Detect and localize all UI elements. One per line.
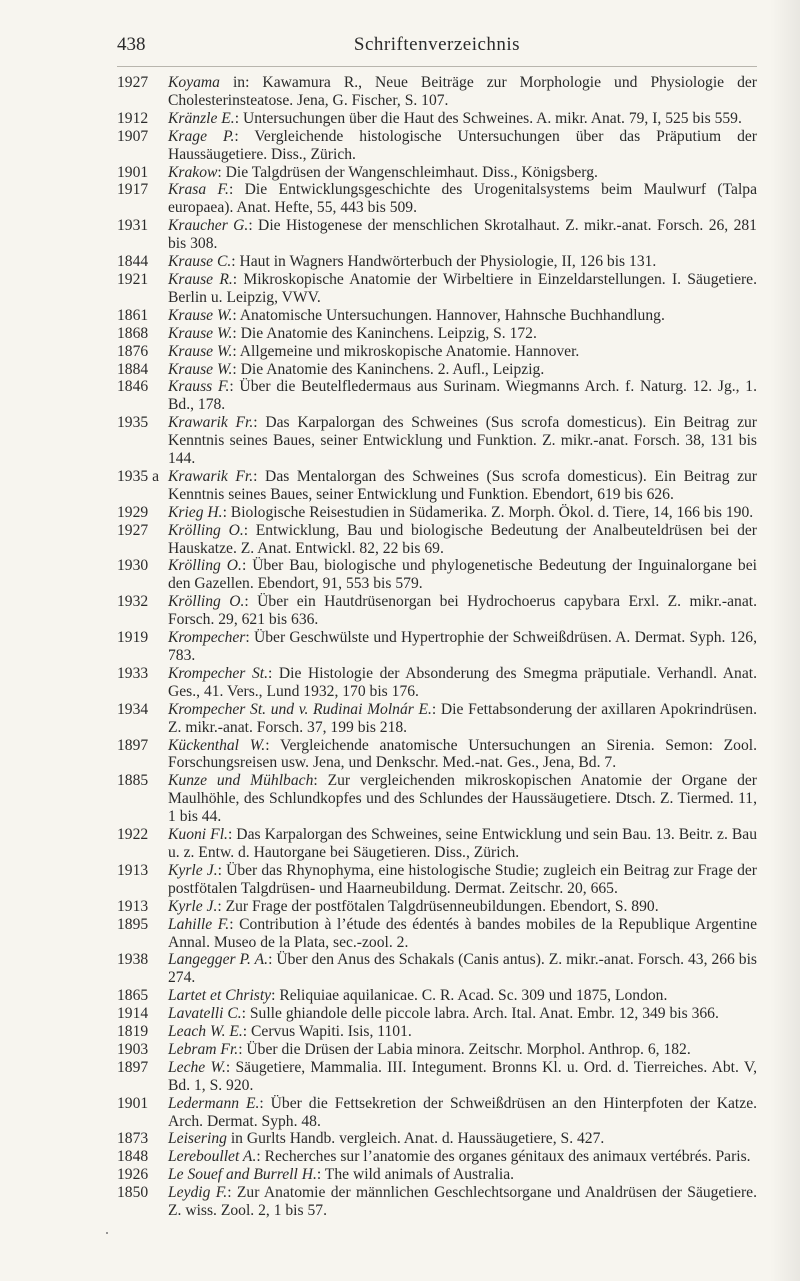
bibliography-entry: [117, 343, 757, 361]
entry-author: Krause R.: [168, 270, 233, 288]
bibliography-entry: [117, 1184, 757, 1220]
entry-author: Krompecher: [168, 629, 246, 647]
page-header: [117, 34, 757, 58]
entry-author: Kraucher G.: [168, 217, 249, 235]
entry-reference: : Über die Beutelfledermaus aus Surinam. Wiegmanns Arch. f. Naturg. 12. Jg., 1. Bd., 178.: [168, 378, 757, 414]
bibliography-entry: [117, 1148, 757, 1166]
bibliography-entry: [117, 951, 757, 987]
entry-author: Koyama: [168, 74, 220, 91]
bibliography-entry: [117, 128, 757, 164]
bibliography-entry: [117, 629, 757, 665]
entry-reference: : Über das Rhynophyma, eine histologische Studie; zugleich ein Beitrag zur Frage der postfötalen Talgdrüsen- und Haarneubildung. Dermat. Zeitschr. 20, 665.: [168, 861, 757, 897]
entry-reference: : Anatomische Untersuchungen. Hannover, Hahnsche Buchhandlung.: [232, 306, 665, 324]
entry-author: Krause W.: [168, 306, 233, 324]
entry-year: 1897: [117, 736, 149, 754]
bibliography-entry: [117, 987, 757, 1005]
entry-author: Kränzle E.: [168, 109, 235, 127]
bibliography-entry: [117, 737, 757, 773]
entry-author: Leydig F.: [168, 1184, 228, 1202]
bibliography-entry: [117, 701, 757, 737]
bibliography-entry: [117, 217, 757, 253]
entry-year: 1819: [117, 1023, 149, 1041]
entry-reference: : Zur vergleichenden mikroskopischen Anatomie der Organe der Maulhöhle, des Schlundkopfes und des Schlundes der Haussäugetiere. Dtsch. Z. Tiermed. 11, 1 bis 44.: [168, 772, 757, 826]
entry-reference: : Cervus Wapiti. Isis, 1101.: [242, 1023, 412, 1041]
entry-author: Lavatelli C.: [168, 1005, 242, 1023]
entry-author: Krause W.: [168, 324, 233, 342]
entry-reference: : Reliquiae aquilanicae. C. R. Acad. Sc. 309 und 1875, London.: [271, 987, 668, 1005]
entry-year: 1914: [117, 1005, 149, 1023]
entry-year: 1848: [117, 1148, 149, 1166]
print-speck: [106, 1232, 108, 1234]
entry-year: 1931: [117, 217, 149, 235]
entry-author: Krompecher St. und v. Rudinai Molnár E.: [168, 700, 432, 718]
entry-reference: : Das Mentalorgan des Schweines (Sus scrofa domesticus). Ein Beitrag zur Kenntnis seines Baues, seiner Entwicklung und Funktion. Ebendort, 619 bis 626.: [168, 467, 757, 503]
entry-year: 1917: [117, 181, 149, 199]
entry-author: Lereboullet A.: [168, 1148, 257, 1166]
entry-reference: : Biologische Reisestudien in Südamerika. Z. Morph. Ökol. d. Tiere, 14, 166 bis 190.: [222, 503, 754, 521]
entry-author: Krause C.: [168, 253, 232, 271]
entry-year: 1868: [117, 324, 149, 342]
entry-reference: : Die Talgdrüsen der Wangenschleimhaut. Diss., Königsberg.: [217, 163, 598, 181]
entry-reference: : Über Bau, biologische und phylogenetische Bedeutung der Inguinalorgane bei den Gazellen. Ebendort, 91, 553 bis 579.: [168, 557, 757, 593]
bibliography-entry: [117, 1041, 757, 1059]
entry-reference: : Entwicklung, Bau und biologische Bedeutung der Analbeuteldrüsen bei der Hauskatze. Z. Anat. Entwickl. 82, 22 bis 69.: [168, 521, 757, 557]
entry-year: 1885: [117, 772, 149, 790]
bibliography-entry: [117, 826, 757, 862]
entry-author: Krakow: [168, 163, 218, 181]
entry-year: 1901: [117, 1094, 149, 1112]
entry-year: 1861: [117, 306, 149, 324]
running-title: Schriftenverzeichnis: [353, 34, 521, 55]
bibliography-entry: [117, 916, 757, 952]
entry-author: Krauss F.: [168, 378, 230, 396]
entry-year: 1929: [117, 503, 149, 521]
entry-author: Krölling O.: [168, 521, 244, 539]
entry-reference: : Vergleichende anatomische Untersuchungen an Sirenia. Semon: Zool. Forschungsreisen usw. Jena, und Denkschr. Med.-nat. Ges., Jena, Bd. 7.: [168, 736, 757, 772]
entry-author: Krölling O.: [168, 557, 242, 575]
entry-reference: : Recherches sur l’anatomie des organes génitaux des animaux vertébrés. Paris.: [256, 1148, 751, 1166]
bibliography-entry: [117, 307, 757, 325]
bibliography-entry: [117, 1005, 757, 1023]
bibliography-entry: [117, 74, 757, 110]
bibliography-entry: [117, 1130, 757, 1148]
entry-author: Krieg H.: [168, 503, 223, 521]
header-rule: [117, 66, 757, 67]
entry-reference: : Säugetiere, Mammalia. III. Integument. Bronns Kl. u. Ord. d. Tierreiches. Abt. V, Bd. 1, S. 920.: [168, 1058, 757, 1094]
entry-reference: : Contribution à l’étude des édentés à bandes mobiles de la Republique Argentine Annal. Museo de la Plata, sec.-zool. 2.: [168, 915, 757, 951]
entry-year: 1873: [117, 1130, 149, 1148]
entry-reference: : Untersuchungen über die Haut des Schweines. A. mikr. Anat. 79, I, 525 bis 559.: [234, 109, 742, 127]
bibliography-entry: [117, 1023, 757, 1041]
entry-reference: : Zur Anatomie der männlichen Geschlechtsorgane und Analdrüsen der Säugetiere. Z. wiss. Zool. 2, 1 bis 57.: [168, 1184, 757, 1220]
entry-author: Kunze und Mühlbach: [168, 772, 314, 790]
entry-year: 1913: [117, 897, 149, 915]
entry-reference: : Das Karpalorgan des Schweines (Sus scrofa domesticus). Ein Beitrag zur Kenntnis seines Baues, seiner Entwicklung und Funktion. Z. mikr.-anat. Forsch. 38, 131 bis 144.: [168, 414, 757, 468]
entry-author: Krompecher St.: [168, 664, 268, 682]
entry-year: 1850: [117, 1184, 149, 1202]
entry-year: 1935 a: [117, 467, 160, 485]
bibliography-entry: [117, 593, 757, 629]
bibliography-entry: [117, 181, 757, 217]
bibliography-entry: [117, 772, 757, 826]
entry-year: 1846: [117, 378, 149, 396]
entry-author: Krölling O.: [168, 593, 245, 611]
entry-reference: : Zur Frage der postfötalen Talgdrüsenneubildungen. Ebendort, S. 890.: [217, 897, 659, 915]
entry-reference: : Über die Fettsekretion der Schweißdrüsen an den Hinterpfoten der Katze. Arch. Dermat. Syph. 48.: [168, 1094, 758, 1130]
entry-year: 1901: [117, 163, 149, 181]
entry-reference: : Die Anatomie des Kaninchens. 2. Aufl., Leipzig.: [232, 360, 545, 378]
entry-year: 1919: [117, 629, 149, 647]
entry-author: Leisering: [168, 1130, 227, 1148]
bibliography-entry: [117, 557, 757, 593]
entry-year: 1897: [117, 1058, 149, 1076]
page-edge-shadow: [770, 0, 800, 1281]
entry-author: Lebram Fr.: [168, 1040, 239, 1058]
bibliography-entry: [117, 504, 757, 522]
bibliography-entry: [117, 522, 757, 558]
entry-reference: : Die Entwicklungsgeschichte des Urogenitalsystems beim Maulwurf (Talpa europaea). Anat. Hefte, 55, 443 bis 509.: [168, 181, 758, 217]
entry-author: Kuoni Fl.: [168, 826, 228, 844]
bibliography-entry: [117, 361, 757, 379]
entry-year: 1913: [117, 861, 149, 879]
entry-reference: : Über die Drüsen der Labia minora. Zeitschr. Morphol. Anthrop. 6, 182.: [238, 1040, 691, 1058]
entry-author: Lahille F.: [168, 915, 230, 933]
entry-year: 1865: [117, 987, 149, 1005]
bibliography-entry: [117, 898, 757, 916]
entry-reference: : Über Geschwülste und Hypertrophie der Schweißdrüsen. A. Dermat. Syph. 126, 783.: [168, 629, 757, 664]
entry-author: Lartet et Christy: [168, 987, 272, 1005]
entry-reference: : Haut in Wagners Handwörterbuch der Physiologie, II, 126 bis 131.: [231, 253, 657, 271]
entry-year: 1876: [117, 342, 149, 360]
entry-year: 1907: [117, 127, 149, 145]
bibliography-entry: [117, 325, 757, 343]
bibliography-entry: [117, 414, 757, 468]
entry-reference: : Vergleichende histologische Untersuchungen über das Präputium der Haussäugetiere. Diss., Zürich.: [168, 127, 758, 163]
entry-reference: : Das Karpalorgan des Schweines, seine Entwicklung und sein Bau. 13. Beitr. z. Bau u. z. Entw. d. Hautorgane bei Säugetieren. Diss., Zürich.: [168, 826, 758, 861]
entry-author: Krawarik Fr.: [168, 414, 254, 432]
entry-reference: : Die Anatomie des Kaninchens. Leipzig, S. 172.: [232, 324, 537, 342]
entry-reference: : Die Histologie der Absonderung des Smegma präputiale. Verhandl. Anat. Ges., 41. Vers., Lund 1932, 170 bis 176.: [168, 664, 757, 700]
bibliography-entry: [117, 164, 757, 182]
entry-author: Leche W.: [168, 1058, 226, 1076]
entry-author: Krause W.: [168, 360, 233, 378]
bibliography-entry: [117, 1095, 757, 1131]
entry-reference: : Die Fettabsonderung der axillaren Apokrindrüsen. Z. mikr.-anat. Forsch. 37, 199 bis 218.: [168, 700, 757, 736]
entry-year: 1921: [117, 270, 149, 288]
bibliography-entry: [117, 271, 757, 307]
entry-reference: : Allgemeine und mikroskopische Anatomie. Hannover.: [232, 342, 580, 360]
entry-year: 1927: [117, 74, 149, 91]
entry-author: Langegger P. A.: [168, 951, 269, 969]
entry-reference: in: Kawamura R., Neue Beiträge zur Morphologie und Physiologie der Cholesterinsteatose. Jena, G. Fischer, S. 107.: [168, 74, 757, 109]
entry-reference: : Sulle ghiandole delle piccole labra. Arch. Ital. Anat. Embr. 12, 349 bis 366.: [241, 1005, 719, 1023]
entry-year: 1935: [117, 414, 149, 432]
page-number: 438: [117, 34, 146, 55]
entry-year: 1895: [117, 915, 149, 933]
entry-year: 1926: [117, 1166, 149, 1184]
entry-author: Krasa F.: [168, 181, 229, 199]
entry-reference: : Über den Anus des Schakals (Canis antus). Z. mikr.-anat. Forsch. 43, 266 bis 274.: [168, 951, 758, 987]
bibliography-entry: [117, 862, 757, 898]
entry-year: 1903: [117, 1040, 149, 1058]
bibliography-entry: [117, 253, 757, 271]
entry-reference: : Mikroskopische Anatomie der Wirbeltiere in Einzeldarstellungen. I. Säugetiere. Berlin u. Leipzig, VWV.: [168, 270, 758, 306]
entry-author: Le Souef and Burrell H.: [168, 1166, 317, 1184]
entry-author: Kückenthal W.: [168, 736, 266, 754]
bibliography-entry: [117, 468, 757, 504]
entry-year: 1933: [117, 664, 149, 682]
bibliography-entry: [117, 665, 757, 701]
entry-author: Leach W. E.: [168, 1023, 243, 1041]
entry-author: Kyrle J.: [168, 861, 218, 879]
bibliography-entry: [117, 1059, 757, 1095]
entry-year: 1927: [117, 521, 149, 539]
entry-year: 1912: [117, 109, 149, 127]
entry-year: 1938: [117, 951, 149, 969]
entry-reference: : The wild animals of Australia.: [316, 1166, 515, 1184]
entry-reference: : Über ein Hautdrüsenorgan bei Hydrochoerus capybara Erxl. Z. mikr.-anat. Forsch. 29, 621 bis 636.: [168, 593, 757, 629]
entry-year: 1844: [117, 253, 149, 271]
entry-author: Krawarik Fr.: [168, 467, 254, 485]
entry-author: Kyrle J.: [168, 897, 218, 915]
entry-year: 1932: [117, 593, 149, 611]
entry-year: 1930: [117, 557, 149, 575]
bibliography-entry: [117, 1166, 757, 1184]
bibliography-entry: [117, 110, 757, 128]
entry-author: Krause W.: [168, 342, 233, 360]
entry-reference: : Die Histogenese der menschlichen Skrotalhaut. Z. mikr.-anat. Forsch. 26, 281 bis 308.: [168, 217, 757, 253]
entry-year: 1884: [117, 360, 149, 378]
bibliography-entry: [117, 378, 757, 414]
entry-year: 1934: [117, 700, 149, 718]
bibliography-list: [117, 74, 757, 1220]
entry-year: 1922: [117, 826, 149, 844]
entry-author: Krage P.: [168, 127, 235, 145]
entry-author: Ledermann E.: [168, 1094, 260, 1112]
entry-reference: in Gurlts Handb. vergleich. Anat. d. Haussäugetiere, S. 427.: [226, 1130, 605, 1148]
